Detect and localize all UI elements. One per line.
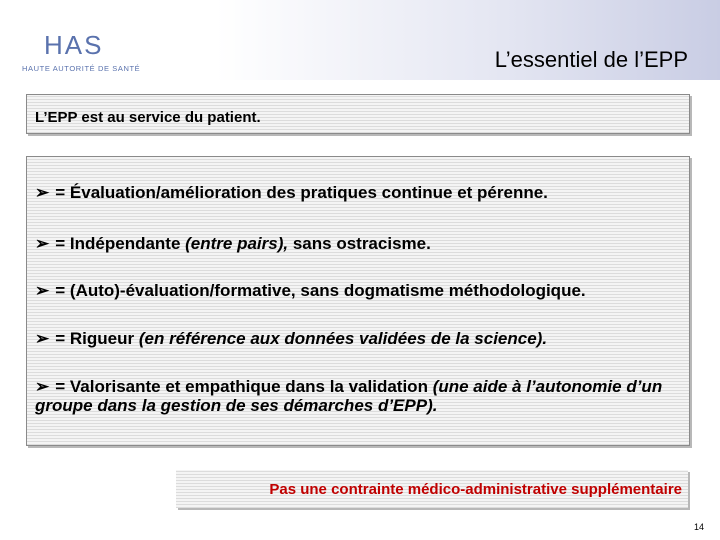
logo-mark: HAS	[44, 30, 104, 60]
intro-box	[26, 94, 690, 134]
arrow-bullet-icon: ➢	[35, 377, 50, 396]
point-item: ➢ = Indépendante (entre pairs), sans ostracisme.	[35, 234, 431, 253]
arrow-bullet-icon: ➢	[35, 281, 50, 300]
point-item: ➢ = Évaluation/amélioration des pratiques continue et pérenne.	[35, 183, 548, 202]
points-box	[26, 156, 690, 446]
point-item: ➢ = (Auto)-évaluation/formative, sans dogmatisme méthodologique.	[35, 281, 586, 300]
arrow-bullet-icon: ➢	[35, 234, 50, 253]
footer-note: Pas une contrainte médico-administrative supplémentaire	[269, 481, 682, 498]
has-logo	[22, 32, 172, 80]
point-item: ➢ = Rigueur (en référence aux données validées de la science).	[35, 329, 548, 348]
intro-text: L’EPP est au service du patient.	[35, 109, 261, 126]
slide-title: L’essentiel de l’EPP	[494, 47, 688, 72]
page-number: 14	[693, 522, 704, 532]
footer-note-box	[176, 470, 688, 508]
logo-subtitle: HAUTE AUTORITÉ DE SANTÉ	[22, 64, 141, 73]
point-item: ➢ = Valorisante et empathique dans la validation (une aide à l’autonomie d’un groupe dans la gestion de ses démarches d’EPP).	[35, 377, 663, 415]
arrow-bullet-icon: ➢	[35, 183, 50, 202]
arrow-bullet-icon: ➢	[35, 329, 50, 348]
